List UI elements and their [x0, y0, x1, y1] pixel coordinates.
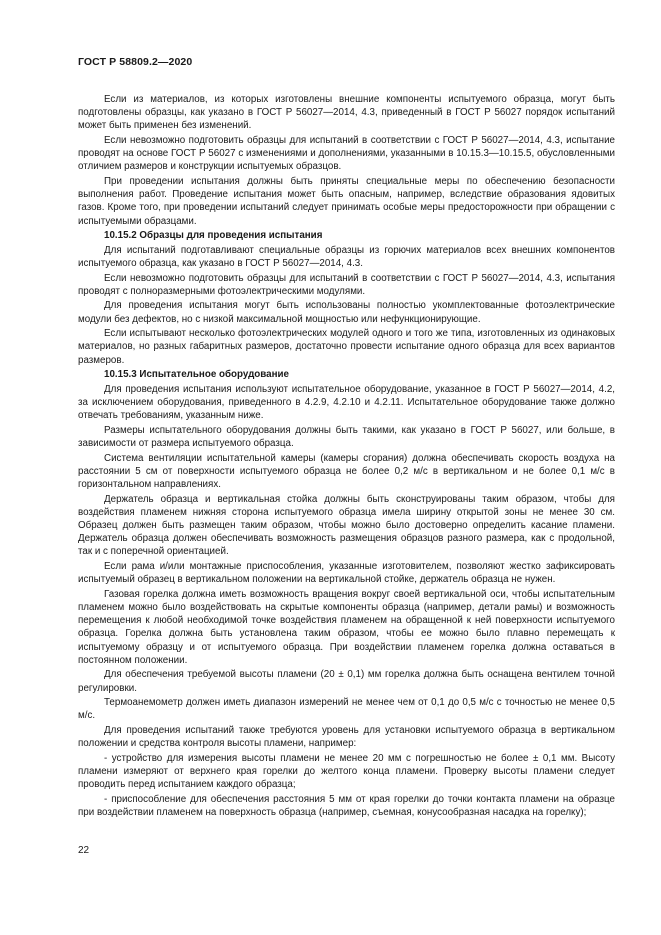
list-item: - приспособление для обеспечения расстояния 5 мм от края горелки до точки контакта пламени на образце при воздействии пламенем на поверхность образца (например, съемная, конусообразная насадка на горелку);: [78, 793, 615, 818]
paragraph: Если из материалов, из которых изготовлены внешние компоненты испытуемого образца, могут быть подготовлены образцы, как указано в ГОСТ Р 56027—2014, 4.3, приведенный в ГОСТ Р 56027 порядок испытаний может быть применен без изменений.: [78, 94, 615, 132]
paragraph: Для проведения испытания используют испытательное оборудование, указанное в ГОСТ Р 56027—2014, 4.2, за исключением оборудования, приведенного в 4.2.9, 4.2.10 и 4.2.11. Испытательное оборудование также должно отвечать требованиям, указанным ниже.: [78, 383, 615, 422]
paragraph: Газовая горелка должна иметь возможность вращения вокруг своей вертикальной оси, чтобы испытательным пламенем можно было воздействовать на скрытые компоненты образца (например, детали рамы) и возможность перемещения к любой необходимой точке воздействия пламенем на обращенной к ней поверхности испытуемого образца. Горелка должна быть установлена таким образом, чтобы ее можно было плавно перемещать к испытуемому образцу и от испытуемого образца. При воздействии пламенем горелка должна оставаться в постоянном положении.: [78, 588, 615, 666]
section-heading: 10.15.2 Образцы для проведения испытания: [104, 230, 323, 242]
paragraph: Термоанемометр должен иметь диапазон измерений не менее чем от 0,1 до 0,5 м/с с точностью не менее 0,5 м/с.: [78, 697, 615, 722]
paragraph: Если невозможно подготовить образцы для испытаний в соответствии с ГОСТ Р 56027—2014, 4.3, испытания проводят с полноразмерными фотоэлектрическими модулями.: [78, 272, 615, 297]
paragraph: Система вентиляции испытательной камеры (камеры сгорания) должна обеспечивать скорость воздуха на расстоянии 5 см от поверхности испытуемого образца не более 0,2 м/с в вертикальном и не более 0,1 м/с в горизонтальном направлениях.: [78, 452, 615, 490]
page-number: 22: [78, 845, 90, 856]
paragraph: При проведении испытания должны быть приняты специальные меры по обеспечению безопасности выполнения работ. Проведение испытания может быть опасным, например, вследствие образования ядовитых газов. Кроме того, при проведении испытаний следует принимать особые меры предосторожности при обращении с испытуемыми образцами.: [78, 176, 615, 227]
paragraph: Для проведения испытания могут быть использованы полностью укомплектованные фотоэлектрические модули без дефектов, но с низкой максимальной мощностью или нефункционирующие.: [78, 300, 615, 325]
page-header: ГОСТ Р 58809.2—2020: [78, 56, 193, 68]
paragraph: Если невозможно подготовить образцы для испытаний в соответствии с ГОСТ Р 56027—2014, 4.3, испытание проводят на основе ГОСТ Р 56027 с изменениями и дополнениями, указанными в 10.15.3—10.15.5, обусловленными отличием размеров и конструкции испытуемых образцов.: [78, 135, 615, 173]
list-item: - устройство для измерения высоты пламени не менее 20 мм с погрешностью не более ± 0,1 мм. Высоту пламени измеряют от верхнего края горелки до желтого конца пламени. Проверку высоты пламени следует проводить перед испытанием каждого образца;: [78, 752, 615, 791]
paragraph: Держатель образца и вертикальная стойка должны быть сконструированы таким образом, чтобы для воздействия пламенем нижняя сторона испытуемого образца имела ширину открытой зоны не менее 30 см. Образец должен быть размещен таким образом, чтобы можно было достоверно определить касание пламени. Держатель образца должен обеспечивать возможность размещения образцов разного размера, как с продольной, так и с поперечной ориентацией.: [78, 493, 615, 558]
section-heading: 10.15.3 Испытательное оборудование: [104, 369, 290, 381]
paragraph: Если испытывают несколько фотоэлектрических модулей одного и того же типа, изготовленных из одинаковых материалов, но разных габаритных размеров, достаточно провести испытание одного образца для всех вариантов размеров.: [78, 328, 615, 366]
paragraph: Если рама и/или монтажные приспособления, указанные изготовителем, позволяют жестко зафиксировать испытуемый образец в вертикальном положении на вертикальной стойке, держатель образца не нужен.: [78, 560, 615, 586]
document-body: [78, 93, 615, 821]
paragraph: Размеры испытательного оборудования должны быть такими, как указано в ГОСТ Р 56027, или больше, в зависимости от размера испытуемого образца.: [78, 424, 615, 449]
paragraph: Для проведения испытаний также требуются уровень для установки испытуемого образца в вертикальном положении и средства контроля высоты пламени, например:: [78, 724, 615, 750]
paragraph: Для испытаний подготавливают специальные образцы из горючих материалов всех внешних компонентов испытуемого образца, как указано в ГОСТ Р 56027—2014, 4.3.: [78, 244, 615, 269]
paragraph: Для обеспечения требуемой высоты пламени (20 ± 0,1) мм горелка должна быть оснащена вентилем точной регулировки.: [78, 669, 615, 694]
